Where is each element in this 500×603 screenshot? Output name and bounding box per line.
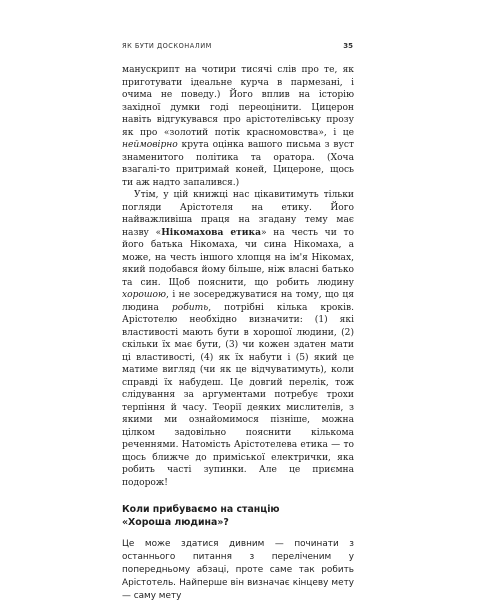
page-number: 35	[343, 42, 353, 50]
paragraph-2-emphasis-1: хорошою	[122, 290, 166, 300]
running-title: ЯК БУТИ ДОСКОНАЛИМ	[122, 42, 212, 50]
paragraph-2	[122, 189, 354, 489]
section-heading	[122, 504, 354, 529]
paragraph-2-text-a: Утім, у цій книжці нас цікавитимуть тільки погляди Арістотеля на етику. Його найважливіша праця на згадану тему має назву «	[122, 190, 354, 238]
paragraph-1-text-b: крута оцінка вашого письма з вуст знаменитого політика та оратора. (Хоча взагалі-то притримай коней, Цицероне, щось ти аж надто запалився.)	[122, 140, 354, 188]
paragraph-2-text-c: , і не зосереджуватися на тому, що ця людина	[122, 290, 354, 313]
page-body	[122, 64, 354, 603]
section-heading-line-1: Коли прибуваємо на станцію	[122, 504, 280, 515]
paragraph-3: Це може здатися дивним — починати з останнього питання з переліченим у попередньому абзаці, проте саме так робить Арістотель. Найперше він визначає кінцеву мету — саму мету	[122, 539, 354, 601]
paragraph-2-text-b: » на честь чи то його батька Нікомаха, чи сина Нікомаха, а може, на честь іншого хлопця на ім'я Нікомах, який подобався йому більше, ніж власні батько та син. Щоб пояснити, що робить людину	[122, 227, 354, 288]
book-title: Нікомахова етика	[161, 226, 261, 238]
paragraph-1	[122, 64, 354, 189]
paragraph-2-emphasis-2: робить	[171, 302, 209, 313]
paragraph-1-text-a: манускрипт на чотири тисячі слів про те, як приготувати ідеальне курча в пармезані, і очима не поведу.) Його вплив на історію західної думки годі переоцінити. Цицерон навіть відгукувався про арістотелівську прозу як про «золотий потік красномовства», і це	[122, 65, 354, 138]
section-heading-line-2: «Хороша людина»?	[122, 516, 229, 528]
paragraph-1-emphasis: неймовірно	[122, 140, 178, 150]
paragraph-2-text-d: , потрібні кілька кроків. Арістотелю необхідно визначити: (1) які властивості мають бути в хорошої людини, (2) скільки їх має бути, (3) чи кожен здатен мати ці властивості, (4) як їх набути і (5) який це матиме вигляд (чи як це відчуватимуть), коли справді їх набудеш. Це довгий перелік, тож слідування за аргументами потребує трохи терпіння й часу. Теорії деяких мислителів, з якими ми ознайомимося пізніше, можна цілком задовільно пояснити кількома реченнями. Натомість Арістотелева етика — то щось ближче до приміської електрички, яка робить часті зупинки. Але це приємна подорож!	[122, 302, 355, 488]
page-header	[122, 42, 353, 50]
